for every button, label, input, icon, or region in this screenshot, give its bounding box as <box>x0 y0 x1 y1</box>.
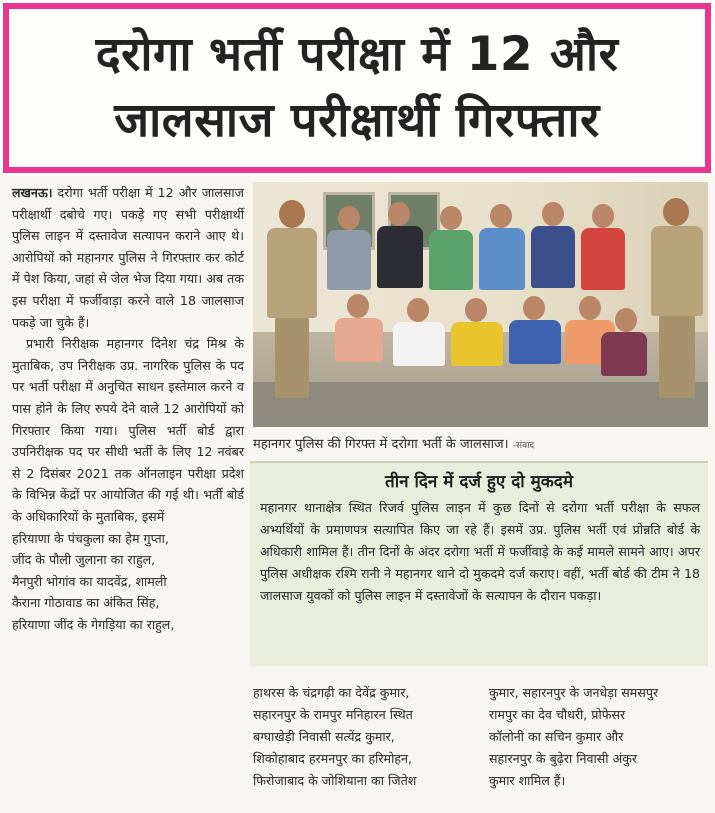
left-line: कैराना गोठावाड का अंकित सिंह, <box>12 595 160 611</box>
photo-floor <box>253 382 708 427</box>
left-para-1 <box>12 182 244 333</box>
headline-line-2: जालसाज परीक्षार्थी गिरफ्तार <box>114 93 600 148</box>
left-line: जींद के पौली जुलाना का राहुल, <box>12 552 156 568</box>
headline-frame <box>3 3 711 173</box>
middle-column <box>253 682 481 792</box>
sidebar-title: तीन दिन में दर्ज हुए दो मुकदमे <box>385 472 573 492</box>
sidebar-text: महानगर थानाक्षेत्र स्थित रिजर्व पुलिस लाइन में कुछ दिनों से दरोगा भर्ती परीक्षा के सफल अभ्यर्थियों के प्रमाणपत्र सत्यापित किए जा रहे हैं। इसमें उप्र. पुलिस भर्ती एवं प्रोन्नति बोर्ड के अधिकारी शामिल हैं। तीन दिनों के अंदर दरोगा भर्ती में फर्जीवाड़े के कई मामले सामने आए। अपर पुलिस अधीक्षक रश्मि रानी ने महानगर थाने दो मुकदमे दर्ज कराए। वहीं, भर्ती बोर्ड की टीम ने 18 जालसाज युवकों को पुलिस लाइन में दस्तावेजों के सत्यापन के दौरान पकड़ा। <box>260 500 700 603</box>
middle-line: हाथरस के चंद्रगढ़ी का देवेंद्र कुमार, <box>253 685 410 700</box>
right-line: रामपुर का देव चौधरी, प्रोफेसर <box>489 707 626 722</box>
newspaper-clipping <box>0 176 715 813</box>
left-para-2: प्रभारी निरीक्षक महानगर दिनेश चंद्र मिश्र के मुताबिक, उप निरीक्षक उप्र. नागरिक पुलिस के पद पर भर्ती परीक्षा में अनुचित साधन इस्तेमाल करने व पास होने के लिए रुपये देने वाले 12 आरोपियों को गिरफ्तार किया गया। पुलिस भर्ती बोर्ड द्वारा उपनिरीक्षक पद पर सीधी भर्ती के लिए 12 नवंबर से 2 दिसंबर 2021 तक ऑनलाइन परीक्षा प्रदेश के विभिन्न केंद्रों पर आयोजित की गई थी। भर्ती बोर्ड के अधिकारियों के मुताबिक, इसमें <box>12 336 244 524</box>
middle-line: बग्घाखेड़ी निवासी सत्येंद्र कुमार, <box>253 729 395 744</box>
right-line: सहारनपुर के बुढ़ेरा निवासी अंकुर <box>489 751 638 766</box>
headline-line-1: दरोगा भर्ती परीक्षा में 12 और <box>95 27 619 82</box>
left-line: हरियाणा के पंचकुला का हेम गुप्ता, <box>12 530 169 546</box>
left-line: हरियाणा जींद के गेगड़िया का राहुल, <box>12 616 175 632</box>
caption-text: महानगर पुलिस की गिरफ्त में दरोगा भर्ती के जालसाज। <box>253 437 509 452</box>
caption-credit: -संवाद <box>512 441 535 451</box>
left-para-1-text: दरोगा भर्ती परीक्षा में 12 और जालसाज परीक्षार्थी दबोचे गए। पकड़े गए सभी परीक्षार्थी पुलिस लाइन में दस्तावेज सत्यापन कराने आए थे। आरोपियों को महानगर पुलिस ने गिरफ्तार कर कोर्ट में पेश किया, जहां से जेल भेज दिया गया। अब तक इस परीक्षा में फर्जीवाड़ा करने वाले 18 जालसाज पकड़े जा चुके हैं। <box>12 185 244 330</box>
middle-line: सहारनपुर के रामपुर मनिहारन स्थित <box>253 707 413 722</box>
sidebar-box <box>250 461 708 666</box>
middle-line: फिरोजाबाद के जोशियाना का जितेश <box>253 773 417 788</box>
left-line: मैनपुरी भोगांव का यादवेंद्र, शामली <box>12 573 167 589</box>
news-photo <box>253 182 708 427</box>
dateline: लखनऊ। <box>12 185 53 200</box>
right-column <box>489 682 709 792</box>
photo-caption <box>253 435 708 456</box>
left-column <box>12 182 244 635</box>
right-line: कुमार शामिल हैं। <box>489 773 566 788</box>
right-line: कॉलोनी का सचिन कुमार और <box>489 729 624 744</box>
middle-line: शिकोहाबाद हरमनपुर का हरिमोहन, <box>253 751 413 766</box>
right-line: कुमार, सहारनपुर के जनधेड़ा समसपुर <box>489 685 659 700</box>
